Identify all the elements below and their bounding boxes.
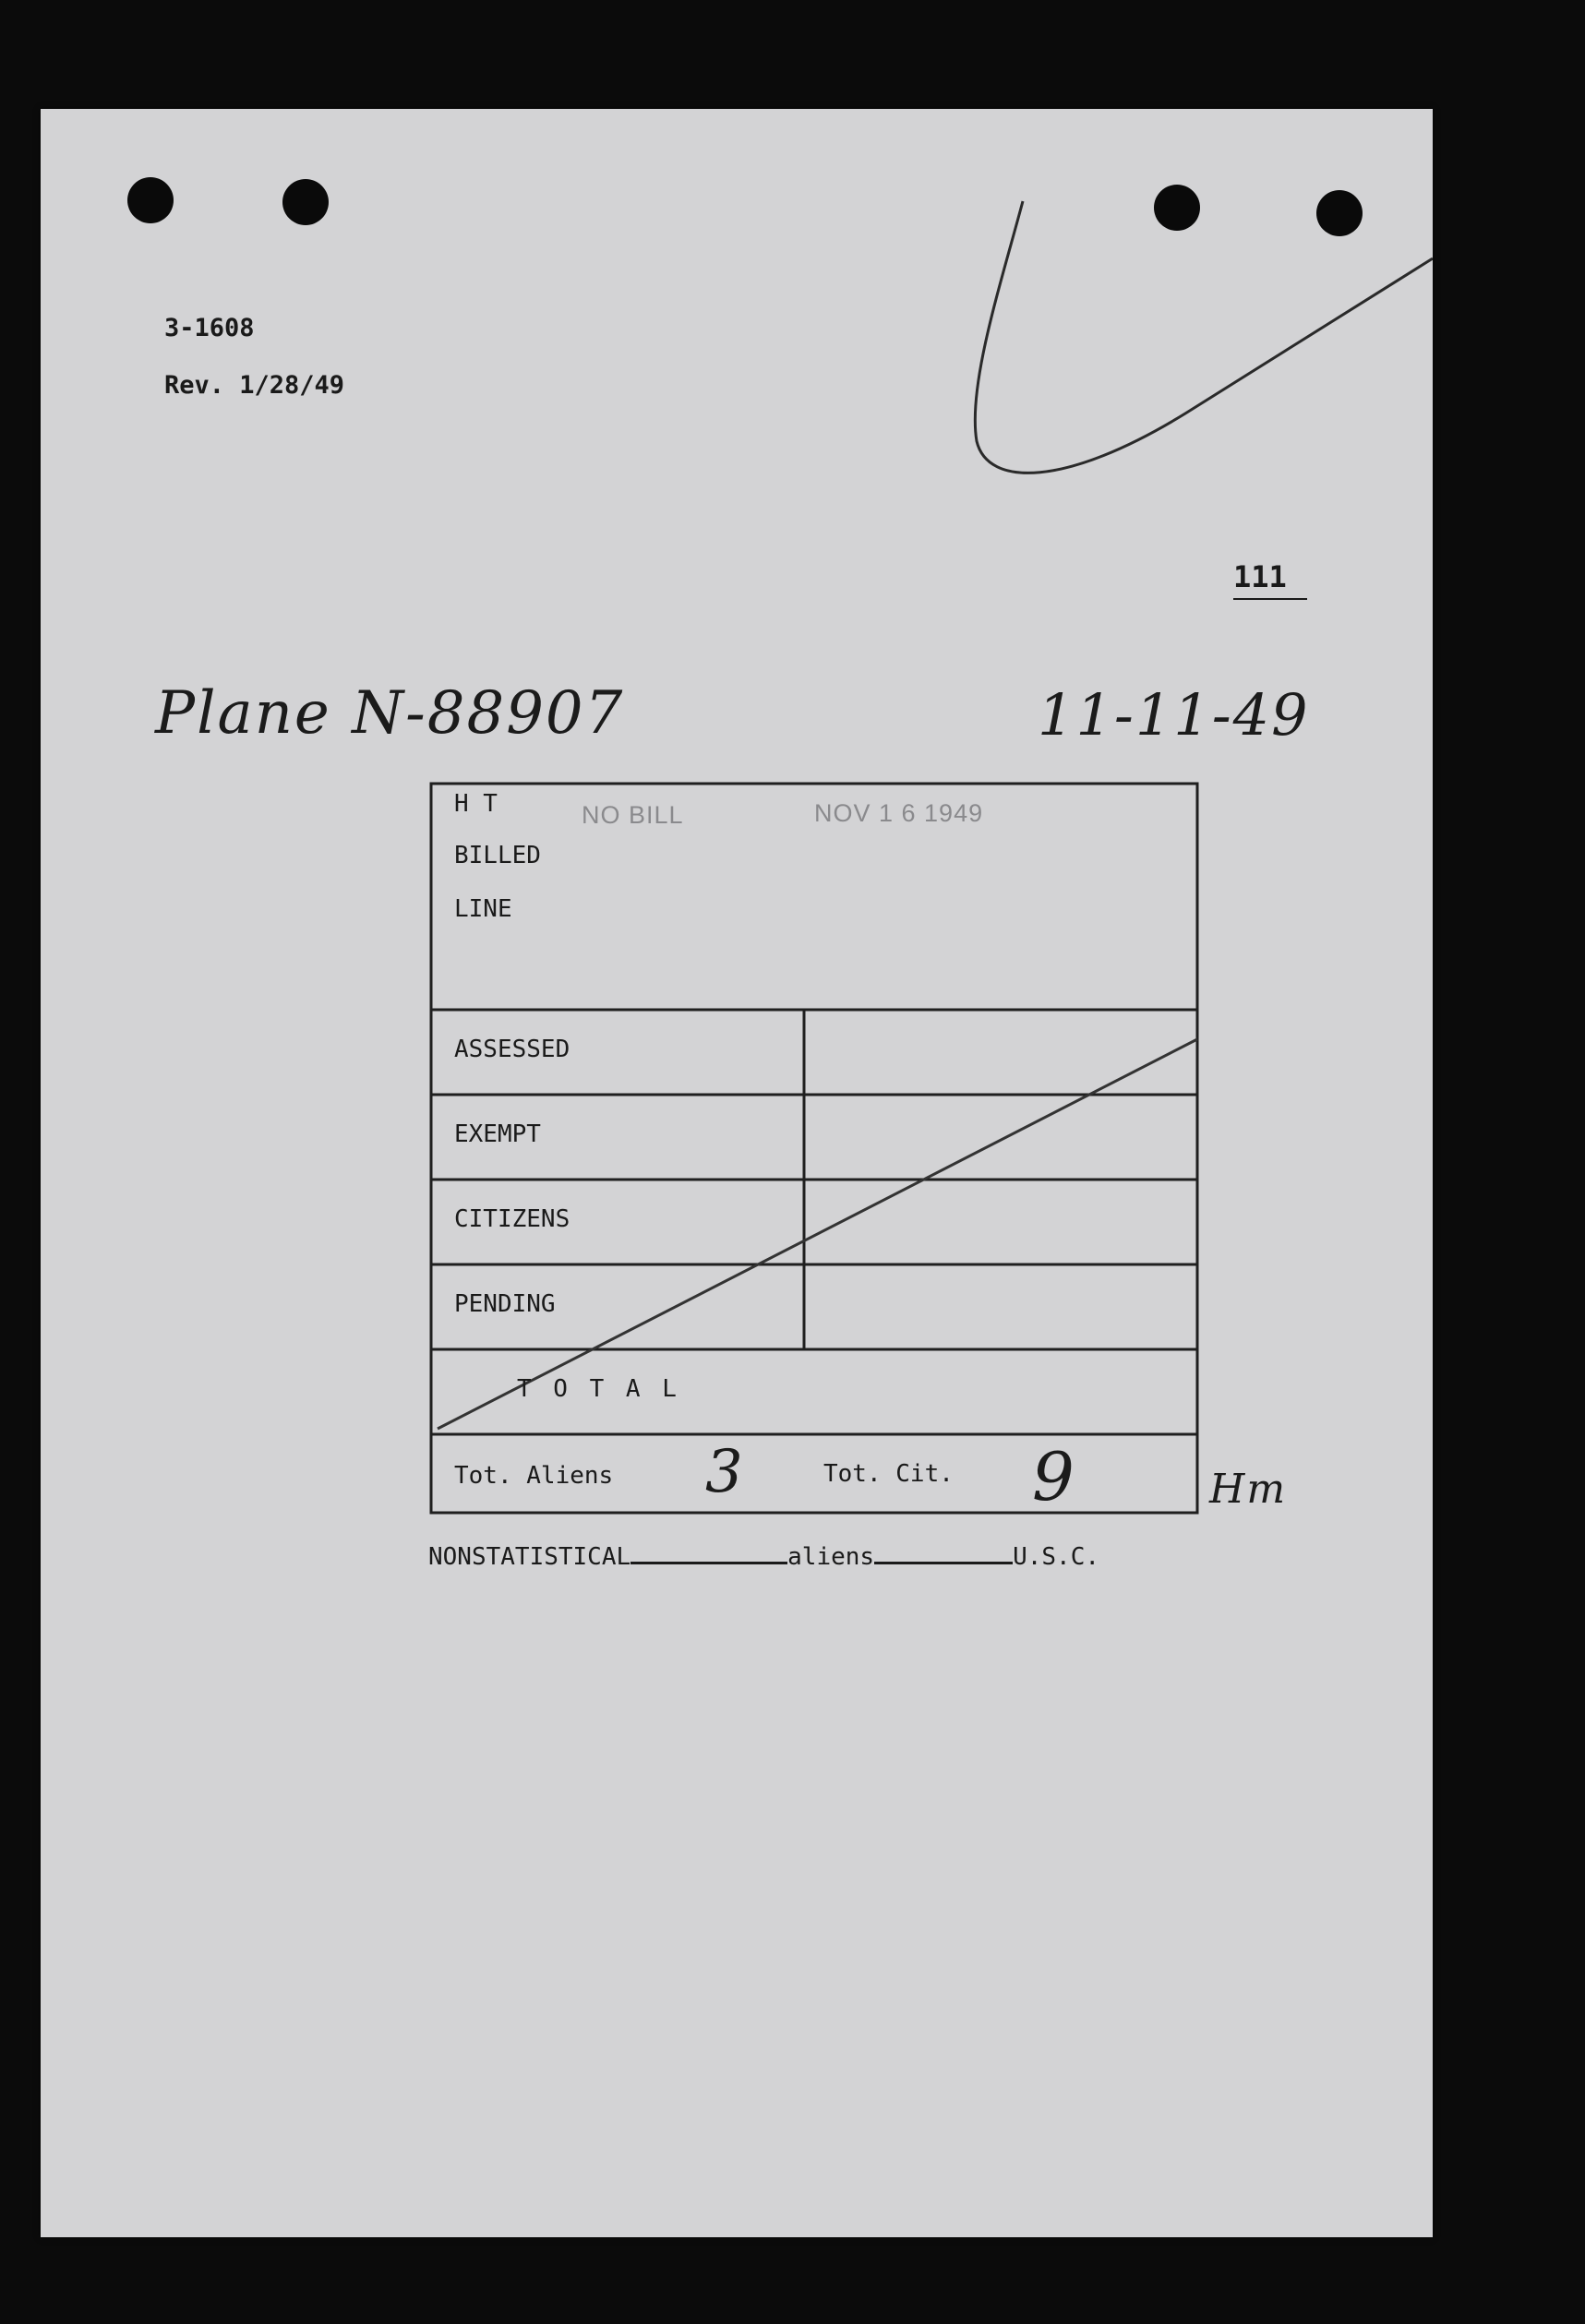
cancel-line [438,1039,1197,1429]
aliens-label: aliens [787,1543,875,1571]
header-line-ht: H T [454,790,498,818]
row-pending: PENDING [454,1290,556,1318]
handwritten-initials: Hm [1209,1466,1288,1513]
tot-aliens-label: Tot. Aliens [454,1462,614,1490]
tot-aliens-value: 3 [705,1438,745,1506]
tot-cit-value: 9 [1032,1438,1076,1515]
form-box [428,781,1202,1517]
row-citizens: CITIZENS [454,1205,570,1233]
stamp-date: NOV 1 6 1949 [814,799,984,827]
handwritten-vessel: Plane N-88907 [155,679,625,748]
form-grid [428,781,1202,1517]
nonstatistical-line [428,1541,1099,1571]
row-exempt: EXEMPT [454,1120,541,1148]
form-revision: Rev. 1/28/49 [164,371,345,400]
pen-stroke-check [41,109,1433,755]
form-number: 3-1608 [164,314,255,342]
nonstatistical-label: NONSTATISTICAL [428,1543,631,1571]
handwritten-date: 11-11-49 [1038,681,1310,749]
row-total: T O T A L [517,1375,680,1403]
header-line-billed: BILLED [454,842,541,869]
stamp-no-bill: NO BILL [582,801,684,829]
usc-label: U.S.C. [1013,1543,1099,1571]
nonstatistical-aliens-blank [630,1541,787,1564]
header-line-line: LINE [454,895,512,923]
row-assessed: ASSESSED [454,1036,570,1063]
page-number: 111 [1233,559,1287,594]
tot-cit-label: Tot. Cit. [823,1460,954,1488]
document-sheet [41,109,1433,2237]
nonstatistical-usc-blank [874,1541,1013,1564]
